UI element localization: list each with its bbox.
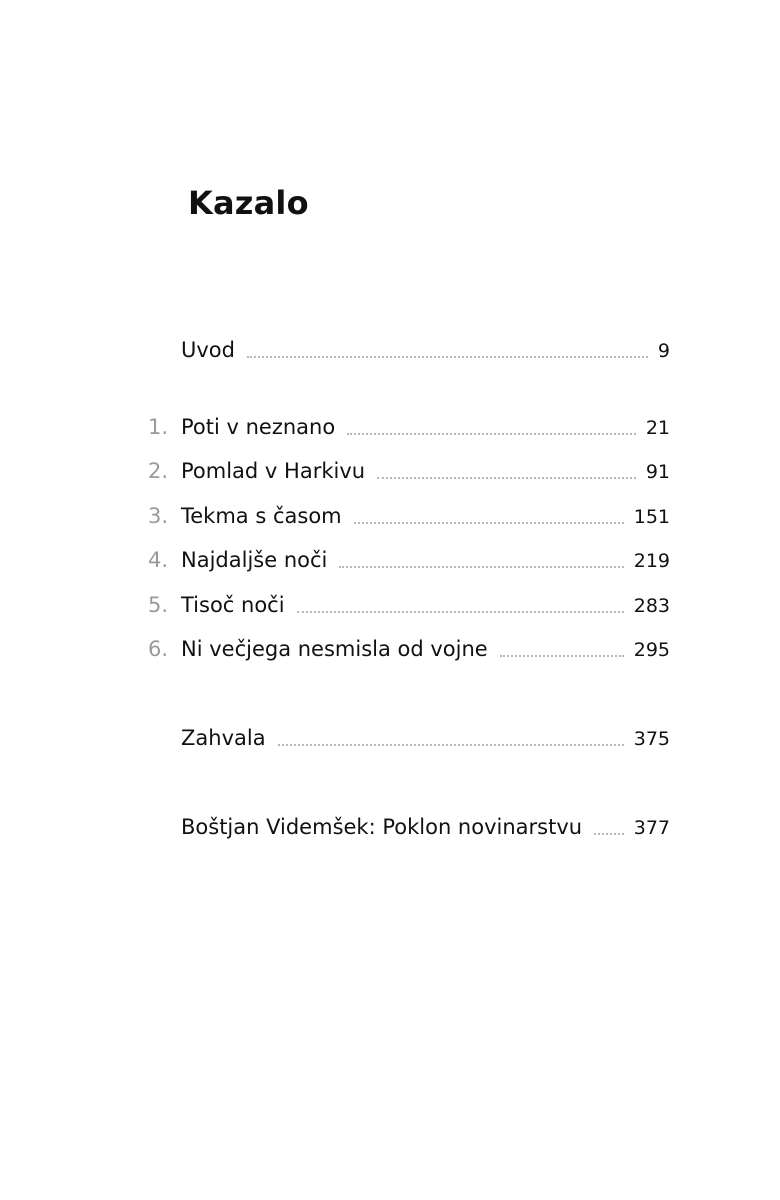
toc-entry-chapter-5 [148,590,670,620]
dot-leader [339,565,623,568]
toc-entry-title: Tekma s časom [181,504,342,528]
dot-leader [594,832,624,835]
toc-entry-number: 6. [148,637,169,661]
toc-entry-title: Poti v neznano [181,415,336,439]
toc-entry-page: 21 [645,417,670,439]
toc-entry-page: 295 [633,639,670,661]
toc-entry-number: 1. [148,415,169,439]
toc-entry-chapter-1 [148,412,670,442]
dot-leader [278,743,624,746]
toc-entry-page: 91 [645,461,670,483]
toc-entry-number: 2. [148,459,169,483]
toc-entry-chapter-2 [148,456,670,486]
dot-leader [297,610,624,613]
toc-entry-page: 151 [633,506,670,528]
dot-leader [247,355,648,358]
toc-entry-number: 4. [148,548,169,572]
dot-leader [347,432,636,435]
toc-entry-title: Boštjan Videmšek: Poklon novinarstvu [181,815,583,839]
toc-entry-page: 283 [633,595,670,617]
toc-entry-page: 9 [657,340,670,362]
page-title: Kazalo [188,184,309,222]
toc-entry-title: Pomlad v Harkivu [181,459,366,483]
toc-entry-title: Ni večjega nesmisla od vojne [181,637,488,661]
toc-entry-number: 3. [148,504,169,528]
toc-entry-intro [148,335,670,365]
toc-entry-title: Zahvala [181,726,266,750]
toc-entry-afterword [148,812,670,842]
toc-entry-chapter-4 [148,545,670,575]
toc-entry-page: 219 [633,550,670,572]
dot-leader [500,654,624,657]
dot-leader [377,476,636,479]
toc-entry-acknowledgements [148,723,670,753]
toc-entry-title: Uvod [181,338,235,362]
toc-entry-title: Najdaljše noči [181,548,328,572]
toc-entry-number: 5. [148,593,169,617]
toc-entry-title: Tisoč noči [181,593,285,617]
toc-entry-chapter-6 [148,634,670,664]
toc-entry-page: 377 [633,817,670,839]
toc-entry-chapter-3 [148,501,670,531]
toc-entry-page: 375 [633,728,670,750]
dot-leader [354,521,624,524]
